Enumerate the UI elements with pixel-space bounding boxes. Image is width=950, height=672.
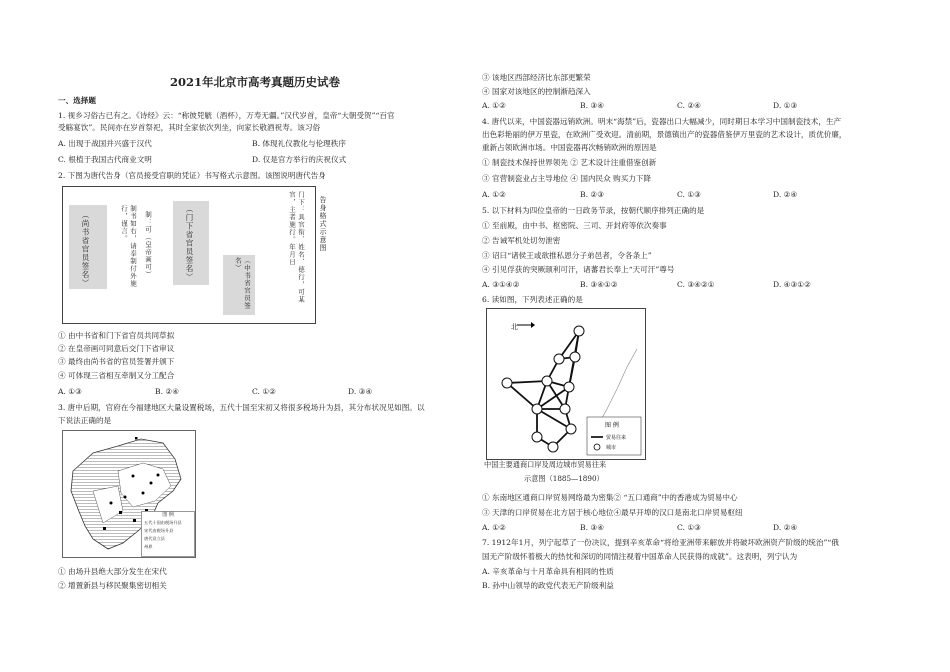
q3-item-2: ② 增置新县与移民聚集密切相关 (58, 581, 167, 590)
map-legend-item-2: 宋代由税场升县 (144, 528, 174, 533)
q2-item-2: ② 在皇帝画可同意后交门下省审议 (58, 344, 175, 353)
q2-option-a: A. ①③ (58, 387, 82, 396)
q1-stem-line2: 受觞宴饮”。民间亦在岁首祭祀，其时全家依次列坐，向家长敬酒祝寿。该习俗 (58, 123, 321, 132)
q3-option-b: B. ③④ (580, 101, 605, 110)
gaoshen-figure (62, 186, 316, 324)
shangshu-signature-label: （尚书省官员签名） (81, 211, 90, 288)
q2-item-3: ③ 最终由尚书省的官员签署并颁下 (58, 357, 175, 366)
gaoshen-side-caption: 告身格式示意图 (319, 196, 327, 252)
zhishu-text: 制书如右，请奉制付外施行，谨言。 (120, 205, 137, 288)
q2-option-d: D. ③④ (348, 387, 373, 396)
q7-option-a: A. 辛亥革命与十月革命具有相同的性质 (482, 567, 614, 576)
q6-option-c: C. ①③ (677, 523, 701, 532)
q4-stem-line2: 出色彩艳丽的伊万里瓷，在欧洲广受欢迎。清前期，景德镇出产的瓷器借鉴伊万里瓷的艺术设计，质优价廉， (482, 130, 847, 139)
q2-option-c: C. ①② (252, 387, 276, 396)
map-legend-title: 图 例 (162, 512, 174, 518)
q5-item-2: ② 告诫军机处切勿泄密 (482, 236, 561, 245)
q4-option-d: D. ②④ (773, 190, 798, 199)
legend-trade-label: 贸易往来 (606, 435, 627, 441)
q5-item-4: ④ 引见俘获的突厥颉利可汗，诸蕃君长奉上“天可汗”尊号 (482, 265, 675, 274)
q3-option-c: C. ②④ (677, 101, 701, 110)
network-legend-title: 图 例 (605, 422, 619, 429)
zhongshu-signature-label: （中书省官员签名） (234, 257, 251, 310)
q4-option-b: B. ②③ (580, 190, 605, 199)
q4-stem-line3: 重新占领欧洲市场。中国瓷器再次畅销欧洲的原因是 (482, 143, 657, 152)
q1-option-b: B. 体现礼仪教化与伦理秩序 (252, 139, 346, 148)
trade-network-figure (486, 308, 646, 460)
q1-option-d: D. 仅是官方举行的庆祝仪式 (252, 155, 347, 164)
q1-option-c: C. 根植于我国古代商业文明 (58, 155, 152, 164)
north-label: 北 (511, 323, 518, 331)
q7-stem-line2: 国无产阶级怀着极大的热忱和深切的同情注视着中国革命人民获得的成就”。这表明，列宁认为 (482, 552, 798, 561)
q3-stem-line1: 3. 唐中后期，官府在今福建地区大量设置税场，五代十国至宋初又将很多税场升为县，其分布状况见如图。以 (58, 403, 425, 412)
q6-option-d: D. ②④ (773, 523, 798, 532)
q5-stem: 5. 以下材料为四位皇帝的一日政务节录，按朝代顺序排列正确的是 (482, 206, 705, 215)
q5-option-a: A. ③①④② (482, 280, 520, 289)
q4-item-1: ① 制瓷技术保持世界领先 ② 艺术设计注重借鉴创新 (482, 158, 657, 167)
q3-item-1: ① 由场升县绝大部分发生在宋代 (58, 567, 167, 576)
q2-option-b: B. ②④ (155, 387, 180, 396)
map-legend-item-3: 唐代设立县 (144, 536, 165, 541)
q3-item-3: ③ 该地区西部经济比东部更繁荣 (482, 73, 591, 82)
q5-option-b: B. ③④①② (580, 280, 618, 289)
q1-stem-line1: 1. 视乡习俗古已有之。《诗经》云：“称彼兕觥（酒杯），万寿无疆。”汉代岁首，皇帝“大朝受贺”“百官 (58, 111, 395, 120)
q4-option-a: A. ①② (482, 190, 506, 199)
network-caption-line2: 示意图（1885—1890） (524, 474, 604, 483)
q4-item-2: ③ 官营制瓷业占主导地位 ④ 国内民众 购买力下降 (482, 174, 652, 183)
q5-option-c: C. ③④②① (677, 280, 715, 289)
q2-stem: 2. 下图为唐代告身（官员接受官职的凭证）书写格式示意图。该图说明唐代告身 (58, 171, 326, 180)
q1-option-a: A. 出现于战国并兴盛于汉代 (58, 139, 152, 148)
page-title: 2021年北京市高考真题历史试卷 (170, 75, 341, 89)
menxia-text: 门下：具官衔、姓名、德行，可某官，主者施行。年月日 (288, 191, 305, 304)
q6-item-2: ③ 天津的口岸贸易在北方居于核心地位④最早开埠的汉口是南北口岸贸易枢纽 (482, 508, 743, 517)
map-legend (141, 511, 195, 557)
q6-item-1: ① 东南地区通商口岸贸易网络最为密集② “五口通商”中的香港成为贸易中心 (482, 493, 738, 502)
q4-stem-line1: 4. 唐代以来，中国瓷器远销欧洲。明末“海禁”后，瓷器出口大幅减少，同时期日本学习中国制瓷技术，生产 (482, 117, 842, 126)
q2-item-1: ① 由中书省和门下省官员共同草拟 (58, 331, 175, 340)
q5-item-3: ③ 诏曰“诸侯王或欲推私恩分子弟邑者，令各条上” (482, 251, 652, 260)
q5-option-d: D. ④③①② (773, 280, 811, 289)
fujian-map (62, 430, 196, 558)
q3-option-d: D. ①③ (773, 101, 798, 110)
q3-item-4: ④ 国家对该地区的控制渐趋深入 (482, 87, 591, 96)
legend-city-label: 城市 (606, 445, 617, 451)
network-caption-line1: 中国主要通商口岸及周边城市贸易往来 (484, 460, 607, 469)
q5-item-1: ① 至前殿，由中书、枢密院、三司、开封府等依次奏事 (482, 221, 667, 230)
q7-stem-line1: 7. 1912年1月，列宁起草了一份决议，提到辛亥革命“将给亚洲带来解放并将破坏欧洲资产阶级的统治”“俄 (482, 538, 839, 547)
section-heading: 一、选择题 (58, 96, 96, 105)
trade-network-graphic (487, 309, 645, 459)
q3-option-a: A. ①② (482, 101, 506, 110)
q6-stem: 6. 读如图，下列表述正确的是 (482, 295, 583, 304)
zhi-ke-text: 制：可（皇帝画可） (144, 211, 152, 279)
menxia-signature-label: （门下省官员签名） (185, 205, 194, 282)
map-legend-item-4: 州界 (144, 544, 153, 549)
q2-item-4: ④ 可体现三省相互牵制又分工配合 (58, 371, 175, 380)
q3-stem-line2: 下说法正确的是 (58, 416, 112, 425)
q6-option-b: B. ③④ (580, 523, 605, 532)
map-legend-item-1: 五代十国由税场升县 (144, 520, 182, 525)
q7-option-b: B. 孙中山领导的政党代表无产阶级利益 (482, 581, 614, 590)
q6-option-a: A. ①② (482, 523, 506, 532)
q4-option-c: C. ①③ (677, 190, 701, 199)
